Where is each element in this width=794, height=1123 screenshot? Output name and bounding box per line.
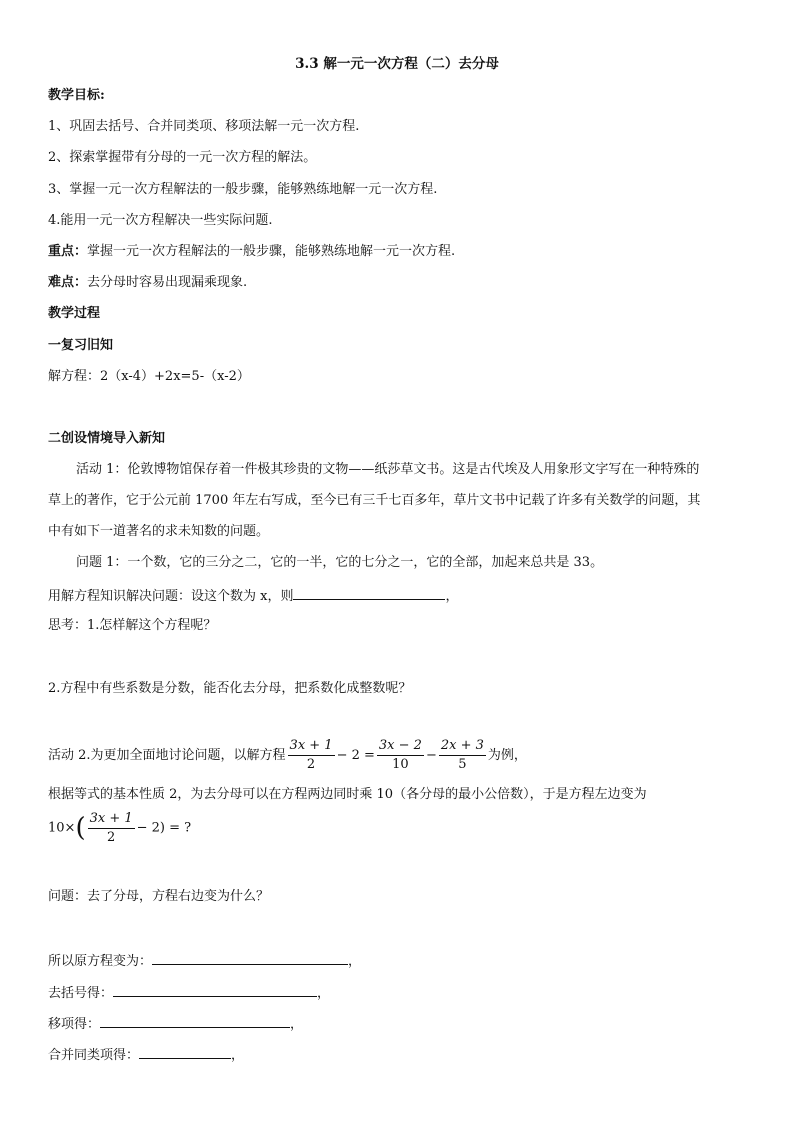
minus-two-equals: − 2 = xyxy=(336,748,375,763)
fraction-1-denominator: 2 xyxy=(306,757,316,772)
step-row xyxy=(48,1044,244,1066)
think1: 思考：1.怎样解这个方程呢？ xyxy=(48,618,217,633)
difficulty-text: 去分母时容易出现漏乘现象. xyxy=(87,275,248,290)
difficulty xyxy=(48,273,247,293)
step-label: 去括号得： xyxy=(48,986,114,1001)
fraction-3-numerator: 2x + 3 xyxy=(439,737,486,756)
key-point-text: 掌握一元一次方程解法的一般步骤，能够熟练地解一元一次方程. xyxy=(87,244,456,259)
key-point-label: 重点： xyxy=(48,244,88,259)
activity1-line: 活动 1：伦敦博物馆保存着一件极其珍贵的文物——纸莎草文书。这是古代埃及人用象形文字写在一种特殊的 xyxy=(76,462,700,477)
left-prefix: 10× xyxy=(48,820,76,836)
left-result: = ? xyxy=(169,820,192,836)
step-row xyxy=(48,982,330,1004)
step-row xyxy=(48,1013,303,1035)
fraction-2 xyxy=(377,737,424,774)
answer-blank[interactable] xyxy=(293,585,445,600)
step-blank[interactable] xyxy=(139,1044,231,1059)
open-paren: ( xyxy=(75,813,86,843)
fraction-2-numerator: 3x − 2 xyxy=(377,737,424,756)
solve-line xyxy=(48,585,458,607)
step-blank[interactable] xyxy=(113,982,317,997)
activity2-line xyxy=(48,736,527,776)
goal-item: 2、探索掌握带有分母的一元一次方程的解法。 xyxy=(48,150,317,165)
solve-suffix: ， xyxy=(445,589,459,604)
property-line: 根据等式的基本性质 2，为去分母可以在方程两边同时乘 10（各分母的最小公倍数），于是方程左边变为 xyxy=(48,787,647,802)
activity2-suffix: 为例， xyxy=(487,748,527,763)
step-row xyxy=(48,950,361,972)
fraction-left-numerator: 3x + 1 xyxy=(88,810,135,829)
fraction-left xyxy=(88,810,135,847)
question1: 问题 1：一个数，它的三分之二，它的一半，它的七分之一，它的全部，加起来总共是 33。 xyxy=(76,555,604,570)
goal-item: 4.能用一元一次方程解决一些实际问题. xyxy=(48,213,273,228)
review-heading: 一复习旧知 xyxy=(48,338,114,353)
step-suffix: ， xyxy=(290,1017,304,1032)
key-point xyxy=(48,242,455,262)
review-equation: 解方程：2（x-4）+2x=5-（x-2） xyxy=(48,369,250,384)
question2: 问题：去了分母，方程右边变为什么？ xyxy=(48,889,270,904)
step-suffix: ， xyxy=(348,954,362,969)
process-heading: 教学过程 xyxy=(48,306,101,321)
difficulty-label: 难点： xyxy=(48,275,88,290)
step-blank[interactable] xyxy=(100,1013,290,1028)
minus-sign: − xyxy=(425,748,437,763)
goal-item: 1、巩固去括号、合并同类项、移项法解一元一次方程. xyxy=(48,119,360,134)
solve-prefix: 用解方程知识解决问题：设这个数为 x，则 xyxy=(48,589,294,604)
step-label: 所以原方程变为： xyxy=(48,954,153,969)
step-suffix: ， xyxy=(317,986,331,1001)
activity2-prefix: 活动 2.为更加全面地讨论问题，以解方程 xyxy=(48,748,286,763)
step-label: 移项得： xyxy=(48,1017,101,1032)
fraction-1-numerator: 3x + 1 xyxy=(288,737,335,756)
step-suffix: ， xyxy=(231,1048,245,1063)
fraction-3-denominator: 5 xyxy=(458,757,467,772)
activity1-line: 中有如下一道著名的求未知数的问题。 xyxy=(48,524,270,539)
activity1-line: 草上的著作，它于公元前 1700 年左右写成，至今已有三千七百多年，草片文书中记载了许多有关数学的问题，其 xyxy=(48,493,701,508)
left-side-expression xyxy=(48,808,191,849)
think2: 2.方程中有些系数是分数，能否化去分母，把系数化成整数呢？ xyxy=(48,681,412,696)
fraction-left-denominator: 2 xyxy=(106,829,116,845)
fraction-3 xyxy=(439,737,486,774)
page-title: 3.3 解一元一次方程（二）去分母 xyxy=(295,56,499,72)
fraction-1 xyxy=(288,737,335,774)
step-label: 合并同类项得： xyxy=(48,1048,140,1063)
goals-heading: 教学目标: xyxy=(48,88,105,103)
step-blank[interactable] xyxy=(152,950,348,965)
new-heading: 二创设情境导入新知 xyxy=(48,431,166,446)
goal-item: 3、掌握一元一次方程解法的一般步骤，能够熟练地解一元一次方程. xyxy=(48,182,438,197)
fraction-2-denominator: 10 xyxy=(392,757,409,772)
left-inner-suffix: − 2) xyxy=(136,820,165,836)
